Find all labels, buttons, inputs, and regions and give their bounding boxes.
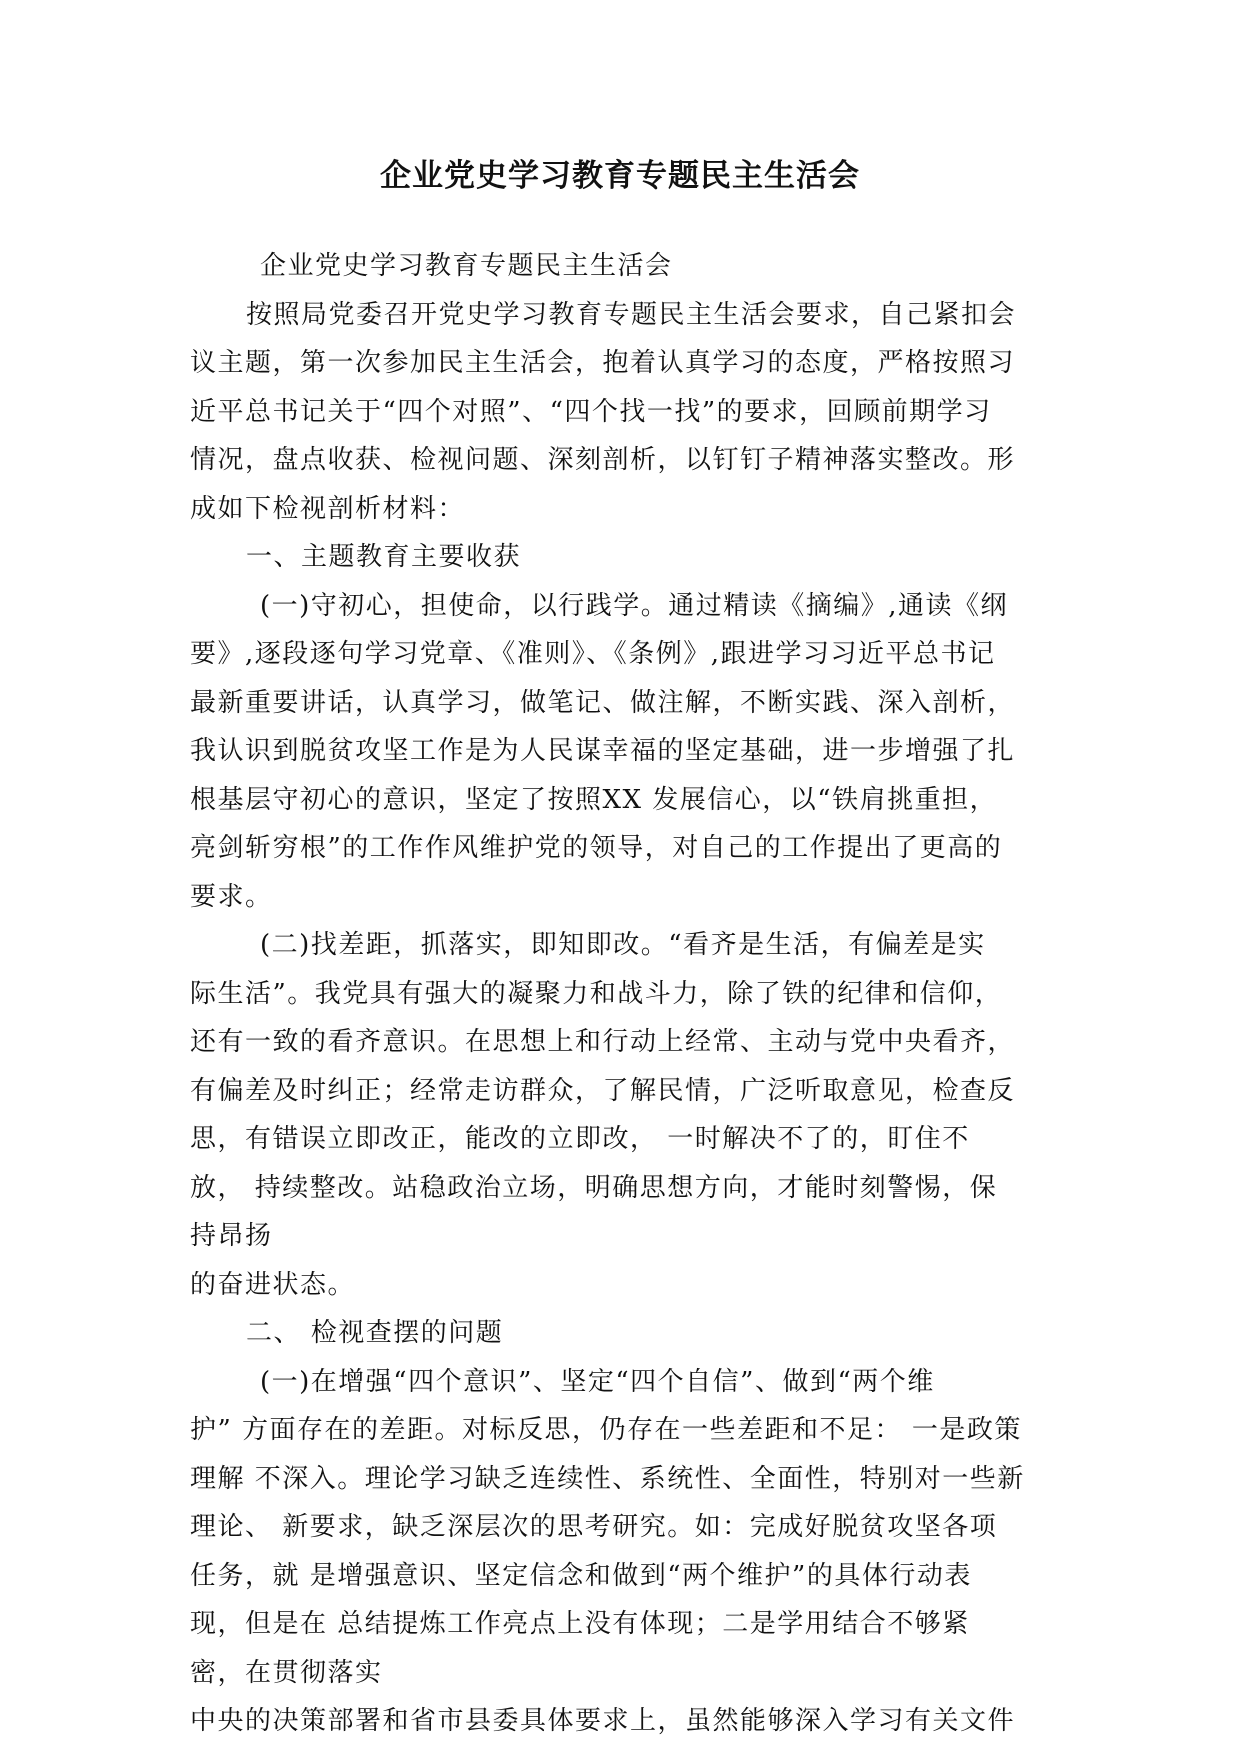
text-line: 理论、 新要求，缺乏深层次的思考研究。如：完成好脱贫攻坚各项 [190,1512,998,1542]
text-line: 护” 方面存在的差距。对标反思，仍存在一些差距和不足： 一是政策 [190,1415,1022,1445]
text-line: 有偏差及时纠正；经常走访群众，了解民情，广泛听取意见，检查反 [190,1075,1016,1106]
text-line: (一)在增强“四个意识”、坚定“四个自信”、做到“两个维 [260,1366,935,1397]
text-line: 按照局党委召开党史学习教育专题民主生活会要求，自己紧扣会 [246,299,1017,330]
text-line: 最新重要讲话，认真学习，做笔记、做注解，不断实践、深入剖析， [190,687,1016,718]
text-line: 际生活”。我党具有强大的凝聚力和战斗力，除了铁的纪律和信仰， [190,978,1003,1009]
text-line: 密，在贯彻落实 [190,1657,383,1688]
text-line: 理解 不深入。理论学习缺乏连续性、系统性、全面性，特别对一些新 [190,1463,1025,1494]
text-line: 根基层守初心的意识，坚定了按照XX 发展信心，以“铁肩挑重担， [190,784,998,815]
text-line: 我认识到脱贫攻坚工作是为人民谋幸福的坚定基础，进一步增强了扎 [190,736,1016,766]
text-line: 亮剑斩穷根”的工作作风维护党的领导，对自己的工作提出了更高的 [190,833,1003,863]
text-line: (一)守初心，担使命，以行践学。通过精读《摘编》,通读《纲 [260,590,1009,621]
text-line: 还有一致的看齐意识。在思想上和行动上经常、主动与党中央看齐， [190,1027,1016,1057]
text-line: 思，有错误立即改正，能改的立即改， 一时解决不了的，盯住不 [190,1124,970,1154]
text-line: 要求。 [190,881,273,912]
section-heading: 一、主题教育主要收获 [246,542,522,572]
text-line: 现，但是在 总结提炼工作亮点上没有体现；二是学用结合不够紧 [190,1609,970,1639]
text-line: 任务，就 是增强意识、坚定信念和做到“两个维护”的具体行动表 [190,1560,972,1591]
document-body [190,242,1060,1746]
text-line: 要》,逐段逐句学习党章、《准则》、《条例》,跟进学习习近平总书记 [190,639,996,669]
text-line: 的奋进状态。 [190,1269,356,1300]
text-line: 议主题，第一次参加民主生活会，抱着认真学习的态度，严格按照习 [190,348,1016,378]
text-line: 近平总书记关于“四个对照”、“四个找一找”的要求，回顾前期学习 [190,396,992,427]
text-line: 放， 持续整改。站稳政治立场，明确思想方向，才能时刻警惕，保 [190,1172,998,1203]
text-line: 成如下检视剖析材料： [190,493,466,524]
section-heading: 二、 检视查摆的问题 [246,1318,504,1348]
text-line: 中央的决策部署和省市县委具体要求上，虽然能够深入学习有关文件 [190,1706,1016,1736]
text-line: 情况，盘点收获、检视问题、深刻剖析，以钉钉子精神落实整改。形 [190,445,1016,475]
subtitle-line: 企业党史学习教育专题民主生活会 [260,251,673,281]
text-line: (二)找差距，抓落实，即知即改。“看齐是生活，有偏差是实 [260,930,986,960]
document-title: 企业党史学习教育专题民主生活会 [380,158,860,194]
text-line: 持昂扬 [190,1221,273,1251]
